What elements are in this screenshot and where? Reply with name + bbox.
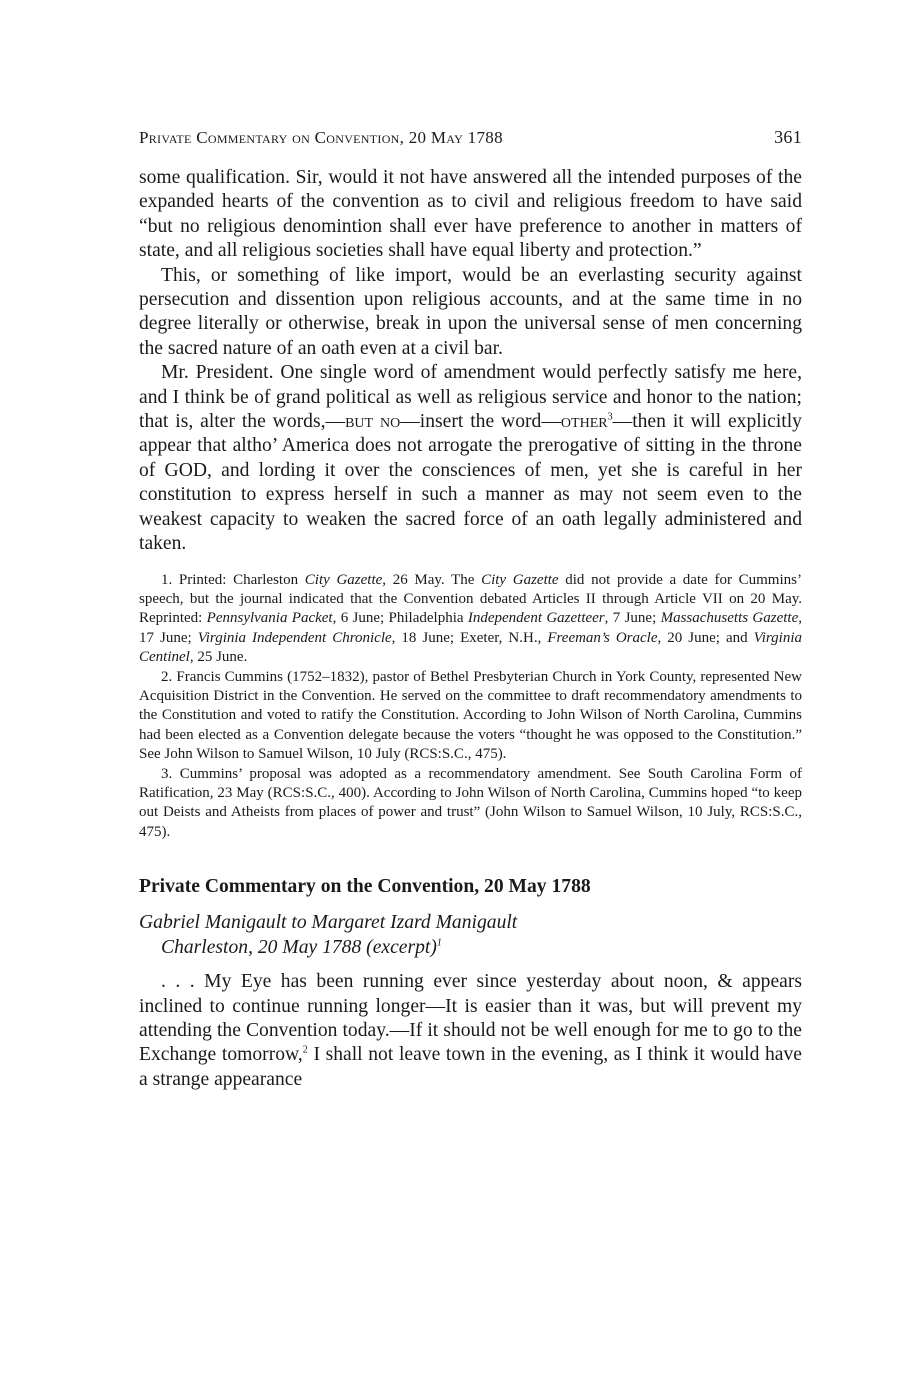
footnote: 2. Francis Cummins (1752–1832), pastor of Bethel Presbyterian Church in York County, represented New Acquisition District in the Convention. He served on the committee to draft recommendatory amendments to the Constitution and voted to ratify the Constitution. According to John Wilson of North Carolina, Cummins had been elected as a Convention delegate because the voters “thought he was opposed to the Constitution.” See John Wilson to Samuel Wilson, 10 July (RCS:S.C., 475). xyxy=(139,668,802,763)
text-run: Mr. President. One single word of amendment would perfectly satisfy me here, and I think be of grand political as well as religious service and honor to the nation; that is, alter the words,— xyxy=(139,362,802,433)
headnote-line: Gabriel Manigault to Margaret Izard Manigault xyxy=(139,912,518,934)
text-run: I shall not leave town in the evening, as I think it would have a strange appearance xyxy=(139,1044,803,1090)
text-run: , 17 June; xyxy=(139,610,802,646)
italic-text: Virginia Centinel xyxy=(139,629,802,666)
text-run: , 18 June; Exeter, N.H., xyxy=(391,629,548,646)
footnote: 3. Cummins’ proposal was adopted as a recommendatory amendment. See South Carolina Form of Ratification, 23 May (RCS:S.C., 400). According to John Wilson of North Carolina, Cummins hoped “to keep out Deists and Atheists from places of power and trust” (John Wilson to Samuel Wilson, 10 July, RCS:S.C., 475). xyxy=(139,765,802,840)
footnote-ref: 3 xyxy=(607,411,613,423)
text-run: 1. Printed: Charleston xyxy=(161,571,305,588)
running-head-title: Private Commentary on Convention, 20 May 1788 xyxy=(139,128,503,147)
italic-text: Pennsylvania Packet xyxy=(206,610,333,627)
text-run: , 25 June. xyxy=(189,649,248,666)
italic-text: City Gazette xyxy=(304,571,383,588)
text-run: did not provide a date for Cummins’ speech, but the journal indicated that the Convention debated Articles II through Article VII on 20 May. Reprinted: xyxy=(139,571,802,627)
document-page xyxy=(139,127,802,1092)
text-run: , 7 June; xyxy=(604,610,661,627)
text-run: , 26 May. The xyxy=(382,571,482,588)
italic-text: Massachusetts Gazette xyxy=(660,610,799,627)
running-head xyxy=(139,127,802,148)
page-number: 361 xyxy=(774,127,802,147)
body-paragraph: This, or something of like import, would be an everlasting security against persecution and dissention upon religious accounts, and at the same time in no degree literally or otherwise, break in upon the universal sense of men concerning the sacred nature of an oath even at a civil bar. xyxy=(139,264,802,359)
text-run: Charleston, 20 May 1788 (excerpt) xyxy=(161,937,437,959)
text-run: , 6 June; Philadelphia xyxy=(332,610,468,627)
italic-text: Independent Gazetteer xyxy=(467,610,605,627)
footnote-ref: 1 xyxy=(436,937,442,949)
footnote-ref: 2 xyxy=(302,1044,308,1056)
section-title: Private Commentary on the Convention, 20 May 1788 xyxy=(139,876,591,898)
text-run: . . . My Eye has been running ever since yesterday about noon, & appears inclined to continue running longer—It is easier than it was, but will prevent my attending the Convention today.—If it should not be well enough for me to go to the Exchange tomorrow, xyxy=(139,971,802,1066)
headnote-line xyxy=(139,935,802,960)
italic-text: City Gazette xyxy=(481,571,559,588)
footnotes xyxy=(139,571,802,843)
footnote xyxy=(139,571,802,668)
small-caps-text: but no xyxy=(345,411,401,433)
body-paragraph xyxy=(139,361,802,556)
text-run: —insert the word— xyxy=(400,411,561,433)
italic-text: Freeman’s Oracle xyxy=(547,629,658,646)
italic-text: Virginia Independent Chronicle xyxy=(197,629,392,646)
text-run: , 20 June; and xyxy=(657,629,754,646)
text-run: —then it will explicitly appear that altho’ America does not arrogate the prerogative of sitting in the throne of GOD, and lording it over the consciences of men, yet she is careful in her constitution to express herself in such a manner as may not seem even to the weakest capacity to weaken the sacred force of an oath legally administered and taken. xyxy=(139,411,802,555)
small-caps-text: other xyxy=(560,411,608,433)
letter-paragraph xyxy=(139,970,802,1092)
body-paragraph: some qualification. Sir, would it not have answered all the intended purposes of the expanded hearts of the convention as to civil and religious freedom to have said “but no religious denomintion shall ever have preference to another in matters of state, and all religious societies shall have equal liberty and protection.” xyxy=(139,167,802,262)
